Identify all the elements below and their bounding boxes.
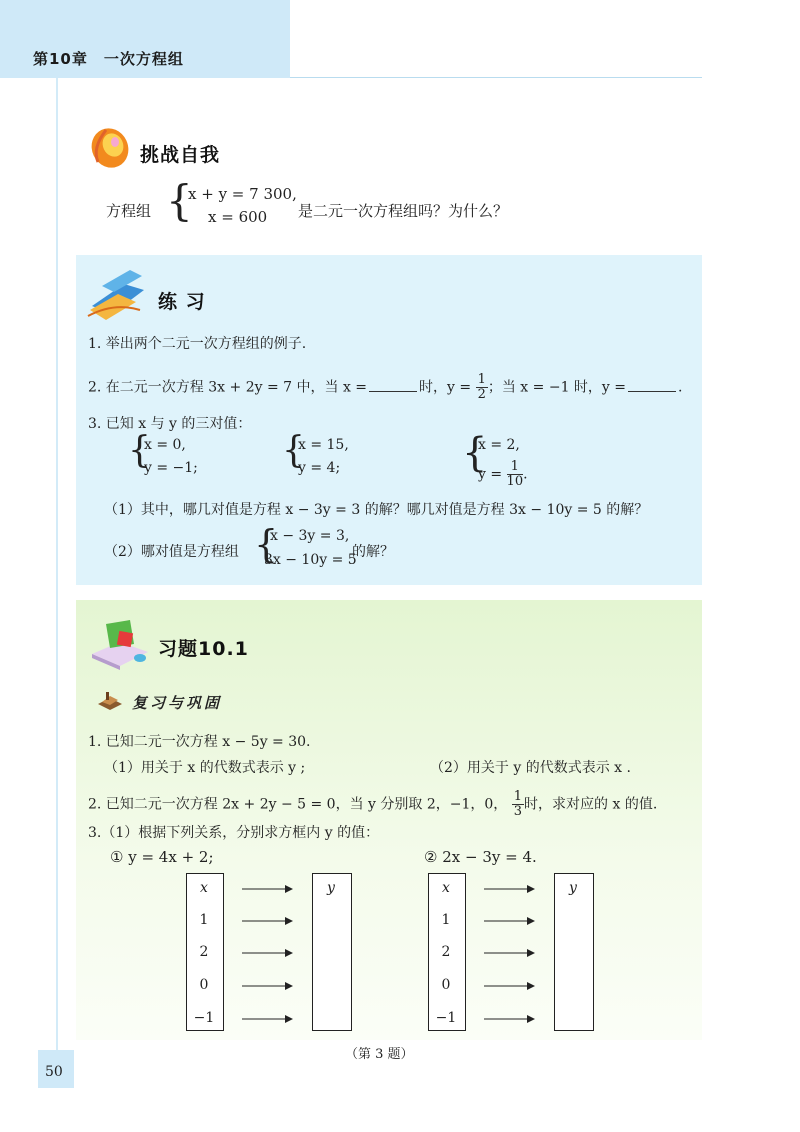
- system-eq1: x − 3y = 3,: [270, 528, 350, 544]
- box1-value-4: −1: [193, 1010, 215, 1026]
- figure-caption: （第 3 题）: [345, 1047, 414, 1062]
- practice-q2-part-c: ；当 x = −1 时，y =: [487, 379, 627, 396]
- pair-3-y-label: y =: [478, 466, 503, 483]
- blank-y[interactable]: [628, 379, 676, 392]
- pair-3-x: x = 2,: [478, 437, 520, 453]
- y-value-box-2[interactable]: [554, 873, 594, 1031]
- exercise-q2-part-a: 2. 已知二元一次方程 2x + 2y − 5 = 0，当 y 分别取 2，−1，0，: [88, 796, 508, 813]
- practice-q2-part-d: .: [678, 379, 683, 396]
- challenge-eq2: x = 600: [208, 208, 268, 226]
- challenge-lead: 方程组: [106, 202, 152, 220]
- fraction-denominator: 2: [477, 387, 486, 402]
- challenge-icon: [86, 118, 134, 174]
- blank-x[interactable]: [369, 379, 417, 392]
- exercises-icon: [86, 612, 152, 670]
- pair-brace-2: {: [282, 430, 305, 471]
- challenge-brace: {: [166, 176, 193, 225]
- challenge-eq1: x + y = 7 300,: [188, 185, 297, 203]
- pair-2-x: x = 15,: [298, 437, 349, 453]
- practice-sub2-tail: 的解？: [352, 544, 394, 560]
- fraction-one-tenth: [507, 460, 524, 489]
- mapping-arrows-2: [482, 880, 538, 1030]
- exercise-q1-part1: （1）用关于 x 的代数式表示 y ;: [104, 760, 306, 776]
- practice-q2: [88, 373, 682, 402]
- exercise-q1-part2: （2）用关于 y 的代数式表示 x .: [430, 760, 631, 776]
- pair-1-y: y = −1;: [144, 460, 198, 476]
- header-divider: [290, 77, 702, 78]
- practice-q1: 1. 举出两个二元一次方程组的例子.: [88, 336, 307, 352]
- box1-y-header: y: [327, 880, 335, 896]
- fraction-numerator: 1: [477, 372, 486, 387]
- box2-y-header: y: [569, 880, 577, 896]
- pair-3-period: .: [523, 466, 528, 483]
- system-brace: {: [254, 522, 279, 566]
- exercise-q2-part-b: 时，求对应的 x 的值.: [524, 796, 658, 813]
- practice-q2-part-b: 时，y =: [419, 379, 472, 396]
- practice-sub1: （1）其中，哪几对值是方程 x − 3y = 3 的解？哪几对值是方程 3x − 10y = 5 的解？: [104, 502, 649, 518]
- box1-value-3: 0: [199, 977, 209, 993]
- fraction-one-half: [476, 373, 488, 402]
- relation-2: ② 2x − 3y = 4.: [424, 848, 537, 866]
- practice-q2-part-a: 2. 在二元一次方程 3x + 2y = 7 中，当 x =: [88, 379, 368, 396]
- box1-value-2: 2: [199, 944, 209, 960]
- page-number: 50: [45, 1064, 63, 1080]
- exercise-q1: 1. 已知二元一次方程 x − 5y = 30.: [88, 734, 311, 750]
- challenge-heading: 挑战自我: [140, 144, 221, 166]
- box2-value-4: −1: [435, 1010, 457, 1026]
- fraction-numerator: 1: [507, 460, 524, 475]
- exercise-q3: 3.（1）根据下列关系，分别求方框内 y 的值：: [88, 825, 380, 841]
- pair-1-x: x = 0,: [144, 437, 186, 453]
- pair-brace-3: {: [462, 430, 488, 476]
- box2-x-header: x: [442, 880, 450, 896]
- challenge-question: 是二元一次方程组吗？为什么？: [298, 202, 509, 220]
- fraction-denominator: 10: [506, 474, 524, 489]
- box2-value-2: 2: [441, 944, 451, 960]
- exercise-q2: [88, 790, 657, 819]
- review-book-icon: [96, 690, 124, 712]
- box2-value-3: 0: [441, 977, 451, 993]
- margin-rule: [56, 78, 58, 1078]
- pair-2-y: y = 4;: [298, 460, 341, 476]
- practice-heading: 练 习: [158, 291, 206, 313]
- practice-q3: 3. 已知 x 与 y 的三对值：: [88, 416, 252, 432]
- review-section-title: 复习与巩固: [132, 694, 223, 712]
- practice-sub2-lead: （2）哪对值是方程组: [104, 544, 239, 560]
- y-value-box-1[interactable]: [312, 873, 352, 1031]
- chapter-title: 第10章 一次方程组: [33, 50, 184, 68]
- box1-value-1: 1: [199, 912, 209, 928]
- system-eq2: 3x − 10y = 5: [264, 552, 357, 568]
- pair-brace-1: {: [128, 430, 151, 471]
- box2-value-1: 1: [441, 912, 451, 928]
- mapping-arrows-1: [240, 880, 296, 1030]
- fraction-numerator: 1: [513, 789, 523, 804]
- relation-1: ① y = 4x + 2;: [110, 848, 214, 866]
- exercises-heading: 习题10.1: [158, 638, 249, 660]
- exercises-panel: [76, 600, 702, 1040]
- pair-3-y: [478, 460, 528, 489]
- fraction-denominator: 3: [513, 804, 523, 819]
- practice-icon: [84, 266, 150, 322]
- fraction-one-third: [512, 790, 524, 819]
- box1-x-header: x: [200, 880, 208, 896]
